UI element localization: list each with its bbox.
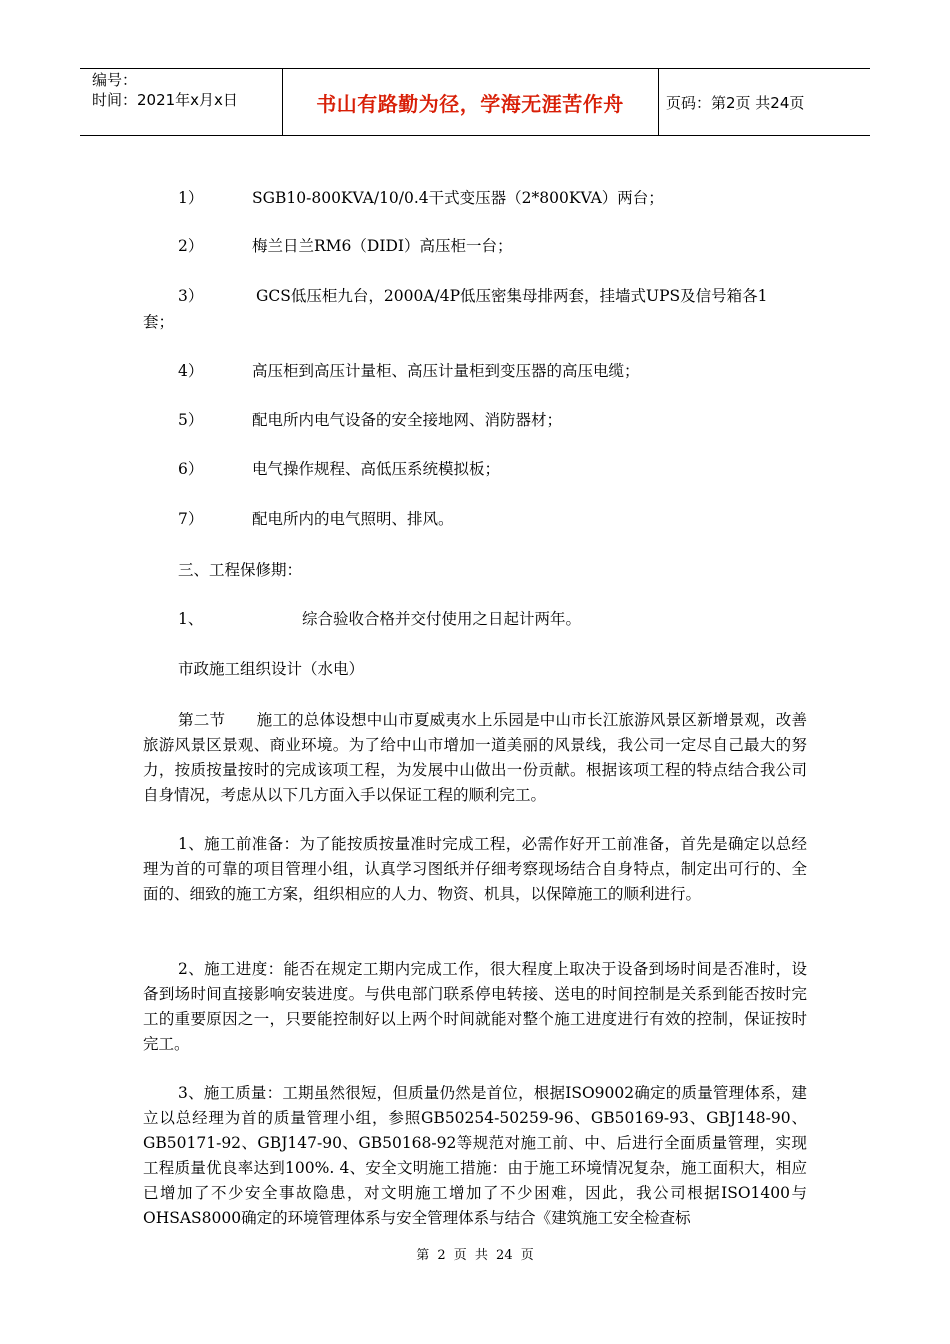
list-item: 梅兰日兰RM6（DIDI）高压柜一台； (252, 237, 513, 255)
list-number: 4） (178, 362, 204, 380)
header-page-info: 页码：第2页 共24页 (666, 93, 805, 112)
list-item-continuation: 套； (143, 313, 175, 331)
list-item: 配电所内电气设备的安全接地网、消防器材； (252, 411, 563, 429)
list-number: 3） (178, 287, 204, 305)
paragraph: 3、施工质量：工期虽然很短，但质量仍然是首位，根据ISO9002确定的质量管理体系，建立以总经理为首的质量管理小组，参照GB50254-50259-96、GB50169-93、GBJ148-90、GB50171-92、GBJ147-90、GB50168-92等规范对施工前、中、后进行全面质量管理，实现工程质量优良率达到100%. 4、安全文明施工措施：由于施工环境情况复杂，施工面积大，相应已增加了不少安全事故隐患，对文明施工增加了不少困难，因此，我公司根据ISO1400与OHSAS8000确定的环境管理体系与安全管理体系与结合《建筑施工安全检查标 (143, 1084, 807, 1227)
paragraph: 2、施工进度：能否在规定工期内完成工作，很大程度上取决于设备到场时间是否准时，设备到场时间直接影响安装进度。与供电部门联系停电转接、送电的时间控制是关系到能否按时完工的重要原因之一，只要能控制好以上两个时间就能对整个施工进度进行有效的控制，保证按时完工。 (143, 960, 807, 1053)
list-number: 1） (178, 189, 204, 207)
list-item: 综合验收合格并交付使用之日起计两年。 (302, 610, 582, 628)
list-item: 高压柜到高压计量柜、高压计量柜到变压器的高压电缆； (252, 362, 640, 380)
header-motto: 书山有路勤为径，学海无涯苦作舟 (316, 91, 624, 116)
list-item: GCS低压柜九台，2000A/4P低压密集母排两套，挂墙式UPS及信号箱各1 (256, 287, 768, 305)
list-number: 2） (178, 237, 204, 255)
list-number: 5） (178, 411, 204, 429)
list-item: 配电所内的电气照明、排风。 (252, 510, 454, 528)
header-divider (658, 68, 659, 136)
list-item: 电气操作规程、高低压系统模拟板； (252, 460, 501, 478)
document-time-label: 时间：2021年x月x日 (92, 91, 238, 109)
header-meta (92, 70, 277, 110)
document-number-label: 编号： (92, 71, 138, 89)
header-divider (282, 68, 283, 136)
section-heading: 三、工程保修期： (178, 561, 303, 579)
list-number: 1、 (178, 610, 204, 628)
list-number: 6） (178, 460, 204, 478)
paragraph: 1、施工前准备：为了能按质按量准时完成工程，必需作好开工前准备，首先是确定以总经理为首的可靠的项目管理小组，认真学习图纸并仔细考察现场结合自身特点，制定出可行的、全面的、细致的施工方案，组织相应的人力、物资、机具，以保障施工的顺利进行。 (143, 835, 807, 903)
paragraph: 第二节 施工的总体设想中山市夏威夷水上乐园是中山市长江旅游风景区新增景观，改善旅游风景区景观、商业环境。为了给中山市增加一道美丽的风景线，我公司一定尽自己最大的努力，按质按量按时的完成该项工程，为发展中山做出一份贡献。根据该项工程的特点结合我公司自身情况，考虑从以下几方面入手以保证工程的顺利完工。 (143, 711, 807, 804)
list-item: SGB10-800KVA/10/0.4干式变压器（2*800KVA）两台； (252, 189, 664, 207)
subtitle: 市政施工组织设计（水电） (178, 660, 365, 678)
page-footer: 第 2 页 共 24 页 (416, 1248, 534, 1263)
list-number: 7） (178, 510, 204, 528)
